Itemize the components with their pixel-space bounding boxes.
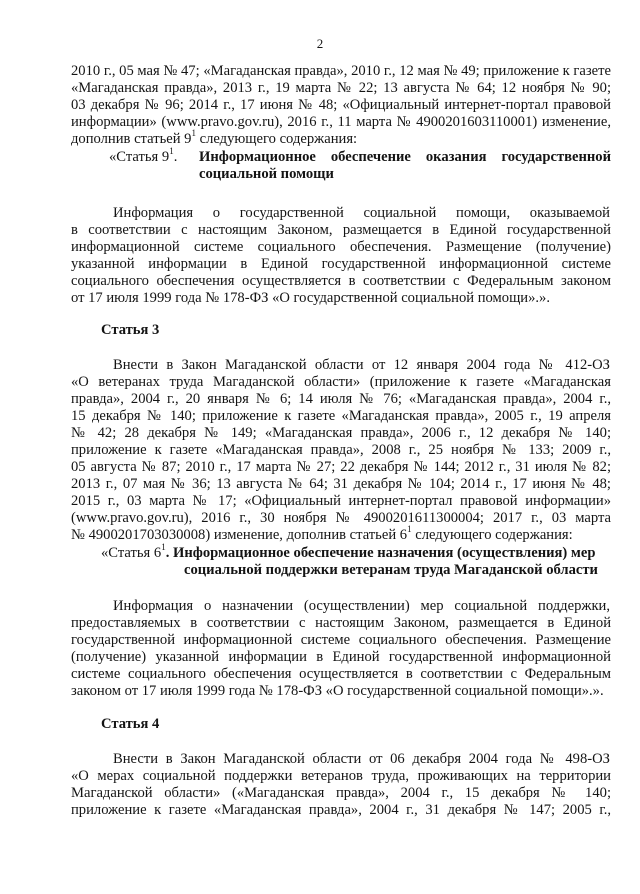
- text-line: 2010 г., 05 мая № 47; «Магаданская правда», 2010 г., 12 мая № 49; приложение к газете: [71, 63, 611, 79]
- superscript: 1: [407, 524, 412, 535]
- text-line: «О мерах социальной поддержки ветеранов труда, проживающих на территории: [71, 768, 611, 784]
- text-line: «О ветеранах труда Магаданской области» (приложение к газете «Магаданская: [71, 374, 611, 390]
- text-line: Магаданской области» («Магаданская правда», 2004 г., 15 декабря № 140;: [71, 785, 611, 801]
- text-line: 2015 г., 03 марта № 17; «Официальный интернет-портал правовой информации»: [71, 493, 611, 509]
- text-line: указанной информации в Единой государственной информационной системе: [71, 256, 611, 272]
- section-heading-article-3: Статья 3: [101, 322, 160, 338]
- text-line: 03 декабря № 96; 2014 г., 17 июня № 48; «Официальный интернет-портал правовой: [71, 97, 611, 113]
- text-line: системе социального обеспечения осуществляется в соответствии с Федеральным: [71, 666, 611, 682]
- text-line: социального обеспечения осуществляется в соответствии с Федеральным законом: [71, 273, 611, 289]
- text-line: 05 августа № 87; 2010 г., 17 марта № 27; 22 декабря № 144; 2012 г., 31 июля № 82;: [71, 459, 611, 475]
- text-line: № 42; 28 декабря № 149; «Магаданская правда», 2006 г., 12 декабря № 140;: [71, 425, 611, 441]
- text-line: Информация о назначении (осуществлении) мер социальной поддержки,: [113, 598, 610, 614]
- text-line: законом от 17 июля 1999 года № 178-ФЗ «О государственной социальной помощи».».: [71, 683, 604, 699]
- article-heading-9-1: «Статья $9^1$. Информационное обеспечение оказания государственной: [109, 146, 611, 165]
- text-line: государственной информационной системе социального обеспечения. Размещение: [71, 632, 611, 648]
- article-heading-6-1: «Статья $6^1$. Информационное обеспечение назначения (осуществления) мер: [101, 542, 596, 561]
- text-line: от 17 июля 1999 года № 178-ФЗ «О государственной социальной помощи».».: [71, 290, 551, 306]
- text-line: дополнив статьей $9^1$ следующего содержания:: [71, 128, 358, 147]
- text-line: 2013 г., 07 мая № 36; 13 августа № 64; 31 декабря № 104; 2014 г., 17 июня № 48;: [71, 476, 611, 492]
- text-line: (получение) указанной информации в Единой государственной информационной: [71, 649, 611, 665]
- superscript: 1: [191, 128, 196, 139]
- text-line: «Магаданская правда», 2013 г., 19 марта № 22; 13 августа № 64; 12 ноября № 90;: [71, 80, 611, 96]
- text-line: (www.pravo.gov.ru), 2016 г., 30 ноября № 4900201611300004; 2017 г., 03 марта: [71, 510, 611, 526]
- text-line: правда», 2004 г., 20 января № 6; 14 июля № 76; «Магаданская правда», 2004 г.,: [71, 391, 611, 407]
- text-line: Внести в Закон Магаданской области от 06 декабря 2004 года № 498-ОЗ: [113, 751, 610, 767]
- page-number: 2: [316, 36, 324, 51]
- article-heading-9-1-line2: социальной помощи: [199, 166, 334, 182]
- text-line: предоставляемых в соответствии с настоящим Законом, размещается в Единой: [71, 615, 611, 631]
- article-heading-6-1-line2: социальной поддержки ветеранам труда Магаданской области: [184, 562, 598, 578]
- text-line: приложение к газете «Магаданская правда», 2008 г., 25 ноября № 133; 2009 г.,: [71, 442, 611, 458]
- text-line: в соответствии с настоящим Законом, размещается в Единой государственной: [71, 222, 611, 238]
- section-heading-article-4: Статья 4: [101, 716, 160, 732]
- text-line: № 4900201703030008) изменение, дополнив статьей $6^1$ следующего содержания:: [71, 524, 573, 543]
- text-line: приложение к газете «Магаданская правда», 2004 г., 31 декабря № 147; 2005 г.,: [71, 802, 611, 818]
- text-line: информационной системе социального обеспечения. Размещение (получение): [71, 239, 611, 255]
- text-line: Информация о государственной социальной помощи, оказываемой: [113, 205, 610, 221]
- text-line: информации» (www.pravo.gov.ru), 2016 г., 11 марта № 4900201603110001) изменение,: [71, 114, 611, 130]
- text-line: Внести в Закон Магаданской области от 12 января 2004 года № 412-ОЗ: [113, 357, 610, 373]
- text-line: 15 декабря № 140; приложение к газете «Магаданская правда», 2005 г., 19 апреля: [71, 408, 611, 424]
